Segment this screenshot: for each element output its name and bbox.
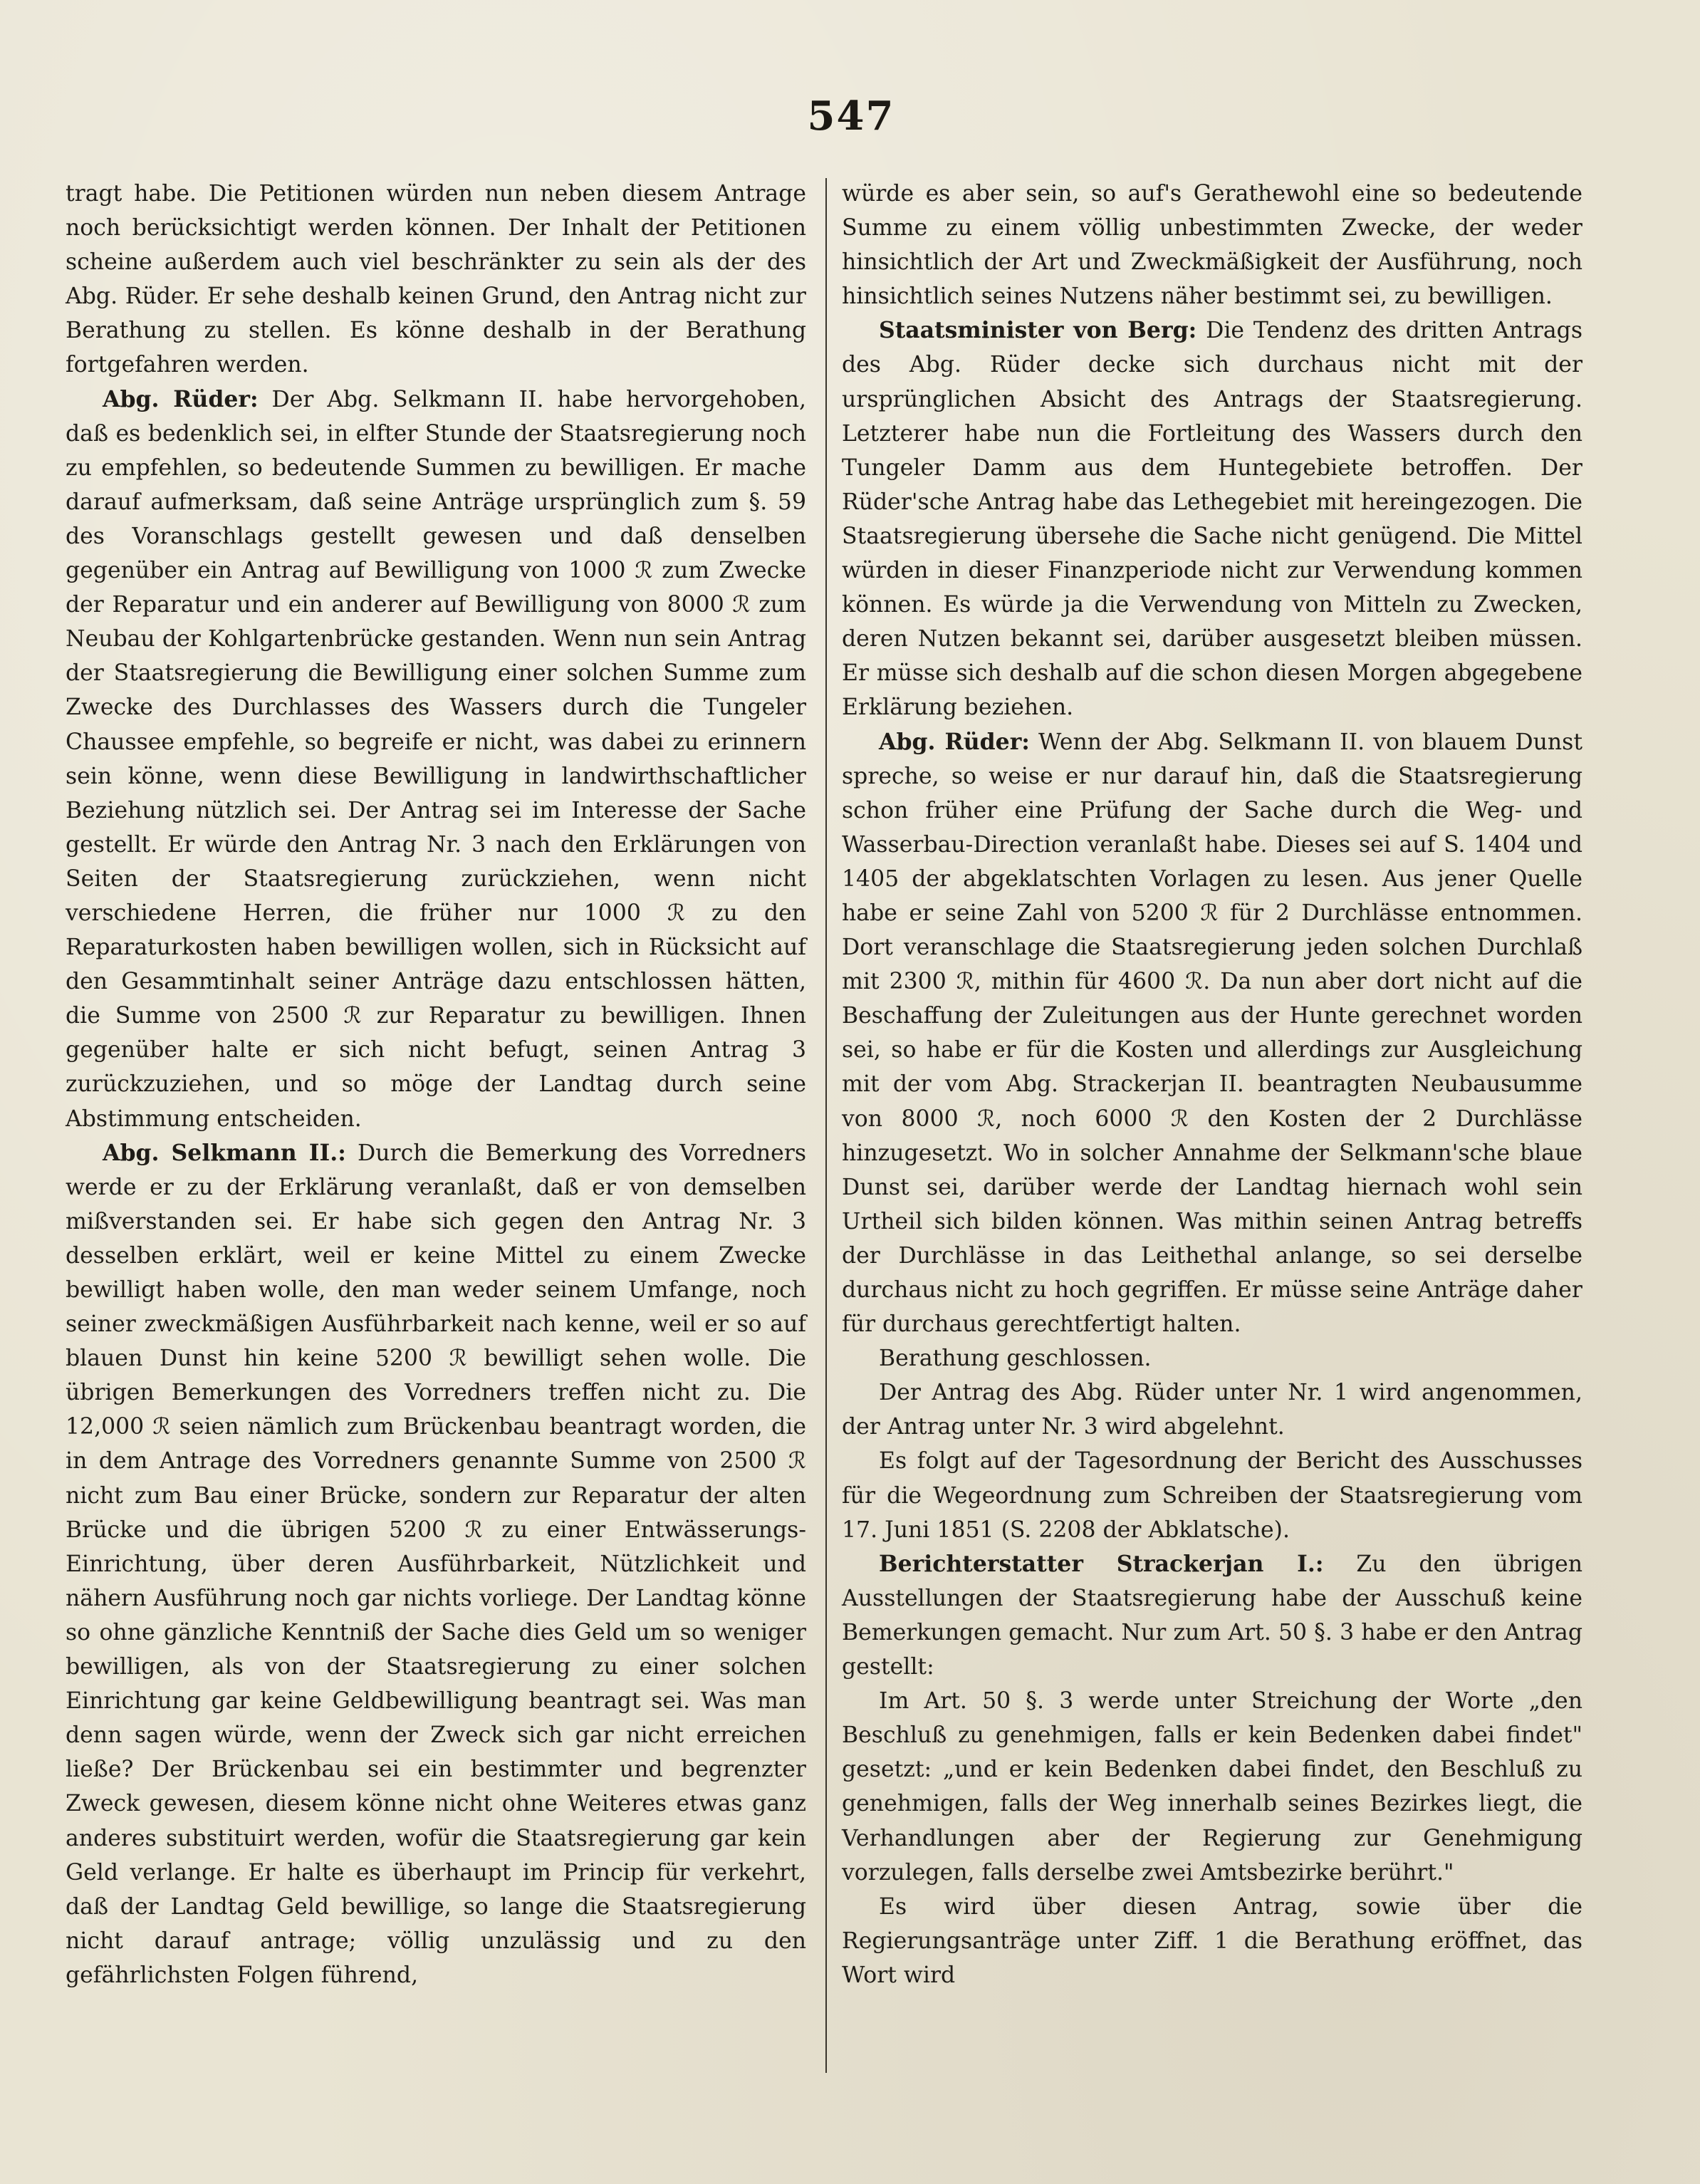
paragraph-text: tragt habe. Die Petitionen würden nun neben diesem Antrage noch berücksichtigt werden können. Der Inhalt der Petitionen scheine außerdem auch viel beschränkter zu sein als der des Abg. Rüder. Er sehe deshalb keinen Grund, den Antrag nicht zur Berathung zu stellen. Es könne deshalb in der Berathung fortgefahren werden. — [66, 181, 806, 378]
speaker-name: Abg. Selkmann II.: — [103, 1139, 346, 1166]
paragraph-text: Zu den übrigen Ausstellungen der Staatsregierung habe der Ausschuß keine Bemerkungen gemacht. Nur zum Art. 50 §. 3 habe er den Antrag gestellt: — [842, 1551, 1582, 1680]
paragraph-text: Es folgt auf der Tagesordnung der Bericht des Ausschusses für die Wegeordnung zum Schreiben der Staatsregierung vom 17. Juni 1851 (S. 2208 der Abklatsche). — [842, 1448, 1582, 1543]
paragraph — [66, 1136, 806, 1992]
speaker-name: Abg. Rüder: — [103, 385, 259, 412]
paragraph — [842, 177, 1582, 313]
right-column — [842, 177, 1582, 1992]
paragraph — [842, 1341, 1582, 1376]
speaker-name: Abg. Rüder: — [879, 728, 1030, 755]
paragraph — [842, 1376, 1582, 1444]
paragraph-text: Berathung geschlossen. — [879, 1346, 1152, 1372]
paragraph — [842, 1444, 1582, 1546]
page-number: 547 — [807, 93, 895, 140]
paragraph-text: Es wird über diesen Antrag, sowie über die Regierungsanträge unter Ziff. 1 die Berathung eröffnet, das Wort wird — [842, 1893, 1582, 1988]
paragraph — [842, 1547, 1582, 1684]
paragraph — [842, 313, 1582, 724]
paragraph-text: Der Abg. Selkmann II. habe hervorgehoben, daß es bedenklich sei, in elfter Stunde der Staatsregierung noch zu empfehlen, so bedeutende Summen zu bewilligen. Er mache darauf aufmerksam, daß seine Anträge ursprünglich zum §. 59 des Voranschlags gestellt gewesen und daß denselben gegenüber ein Antrag auf Bewilligung von 1000 ℛ zum Zwecke der Reparatur und ein anderer auf Bewilligung von 8000 ℛ zum Neubau der Kohlgartenbrücke gestanden. Wenn nun sein Antrag der Staatsregierung die Bewilligung einer solchen Summe zum Zwecke des Durchlasses des Wassers durch die Tungeler Chaussee empfehle, so begreife er nicht, was dabei zu erinnern sein könne, wenn diese Bewilligung in landwirthschaftlicher Beziehung nützlich sei. Der Antrag sei im Interesse der Sache gestellt. Er würde den Antrag Nr. 3 nach den Erklärungen von Seiten der Staatsregierung zurückziehen, wenn nicht verschiedene Herren, die früher nur 1000 ℛ zu den Reparaturkosten haben bewilligen wollen, sich in Rücksicht auf den Gesammtinhalt seiner Anträge dazu entschlossen hätten, die Summe von 2500 ℛ zur Reparatur zu bewilligen. Ihnen gegenüber halte er sich nicht befugt, seinen Antrag 3 zurückzuziehen, und so möge der Landtag durch seine Abstimmung entscheiden. — [66, 386, 806, 1132]
paragraph-text: Im Art. 50 §. 3 werde unter Streichung der Worte „den Beschluß zu genehmigen, falls er kein Bedenken dabei findet" gesetzt: „und er kein Bedenken dabei findet, den Beschluß zu genehmigen, falls der Weg innerhalb seines Bezirkes liegt, die Verhandlungen aber der Regierung zur Genehmigung vorzulegen, falls derselbe zwei Amtsbezirke berührt." — [842, 1688, 1582, 1886]
paragraph — [842, 725, 1582, 1342]
paragraph — [66, 383, 806, 1136]
paragraph — [66, 177, 806, 383]
speaker-name: Berichterstatter Strackerjan I.: — [879, 1550, 1324, 1577]
speaker-name: Staatsminister von Berg: — [879, 317, 1197, 344]
column-divider — [825, 178, 827, 2073]
paragraph — [842, 1890, 1582, 1992]
paragraph-text: würde es aber sein, so auf's Gerathewohl eine so bedeutende Summe zu einem völlig unbestimmten Zwecke, der weder hinsichtlich der Art und Zweckmäßigkeit der Ausführung, noch hinsichtlich seines Nutzens näher bestimmt sei, zu bewilligen. — [842, 181, 1582, 310]
paragraph-text: Die Tendenz des dritten Antrags des Abg. Rüder decke sich durchaus nicht mit der ursprünglichen Absicht des Antrags der Staatsregierung. Letzterer habe nun die Fortleitung des Wassers durch den Tungeler Damm aus dem Huntegebiete betroffen. Der Rüder'sche Antrag habe das Lethegebiet mit hereingezogen. Die Staatsregierung übersehe die Sache nicht genügend. Die Mittel würden in dieser Finanzperiode nicht zur Verwendung kommen können. Es würde ja die Verwendung von Mitteln zu Zwecken, deren Nutzen bekannt sei, darüber ausgesetzt bleiben müssen. Er müsse sich deshalb auf die schon diesen Morgen abgegebene Erklärung beziehen. — [842, 318, 1582, 721]
paragraph-text: Durch die Bemerkung des Vorredners werde er zu der Erklärung veranlaßt, daß er von demselben mißverstanden sei. Er habe sich gegen den Antrag Nr. 3 desselben erklärt, weil er keine Mittel zu einem Zwecke bewilligt haben wolle, den man weder seinem Umfange, noch seiner zweckmäßigen Ausführbarkeit nach kenne, weil er so auf blauen Dunst hin keine 5200 ℛ bewilligt sehen wolle. Die übrigen Bemerkungen des Vorredners treffen nicht zu. Die 12,000 ℛ seien nämlich zum Brückenbau beantragt worden, die in dem Antrage des Vorredners genannte Summe von 2500 ℛ nicht zum Bau einer Brücke, sondern zur Reparatur der alten Brücke und die übrigen 5200 ℛ zu einer Entwässerungs-Einrichtung, über deren Ausführbarkeit, Nützlichkeit und nähern Ausführung noch gar nichts vorliege. Der Landtag könne so ohne gänzliche Kenntniß der Sache dies Geld um so weniger bewilligen, als von der Staatsregierung zu einer solchen Einrichtung gar keine Geldbewilligung beantragt sei. Was man denn sagen würde, wenn der Zweck sich gar nicht erreichen ließe? Der Brückenbau sei ein bestimmter und begrenzter Zweck gewesen, diesem könne nicht ohne Weiteres etwas ganz anderes substituirt werden, wofür die Staatsregierung gar kein Geld verlange. Er halte es überhaupt im Princip für verkehrt, daß der Landtag Geld bewillige, so lange die Staatsregierung nicht darauf antrage; völlig unzulässig und zu den gefährlichsten Folgen führend, — [66, 1140, 806, 1988]
paragraph-text: Wenn der Abg. Selkmann II. von blauem Dunst spreche, so weise er nur darauf hin, daß die Staatsregierung schon früher eine Prüfung der Sache durch die Weg- und Wasserbau-Direction veranlaßt habe. Dieses sei auf S. 1404 und 1405 der abgeklatschten Vorlagen zu lesen. Aus jener Quelle habe er seine Zahl von 5200 ℛ für 2 Durchlässe entnommen. Dort veranschlage die Staatsregierung jeden solchen Durchlaß mit 2300 ℛ, mithin für 4600 ℛ. Da nun aber dort nicht auf die Beschaffung der Zuleitungen aus der Hunte gerechnet worden sei, so habe er für die Kosten und allerdings zur Ausgleichung mit der vom Abg. Strackerjan II. beantragten Neubausumme von 8000 ℛ, noch 6000 ℛ den Kosten der 2 Durchlässe hinzugesetzt. Wo in solcher Annahme der Selkmann'sche blaue Dunst sei, darüber werde der Landtag hiernach wohl sein Urtheil sich bilden können. Was mithin seinen Antrag betreffs der Durchlässe in das Leithethal anlange, so sei derselbe durchaus nicht zu hoch gegriffen. Er müsse seine Anträge daher für durchaus gerechtfertigt halten. — [842, 729, 1583, 1338]
left-column — [66, 177, 806, 1992]
paragraph — [842, 1684, 1582, 1890]
paragraph-text: Der Antrag des Abg. Rüder unter Nr. 1 wird angenommen, der Antrag unter Nr. 3 wird abgelehnt. — [842, 1380, 1582, 1440]
